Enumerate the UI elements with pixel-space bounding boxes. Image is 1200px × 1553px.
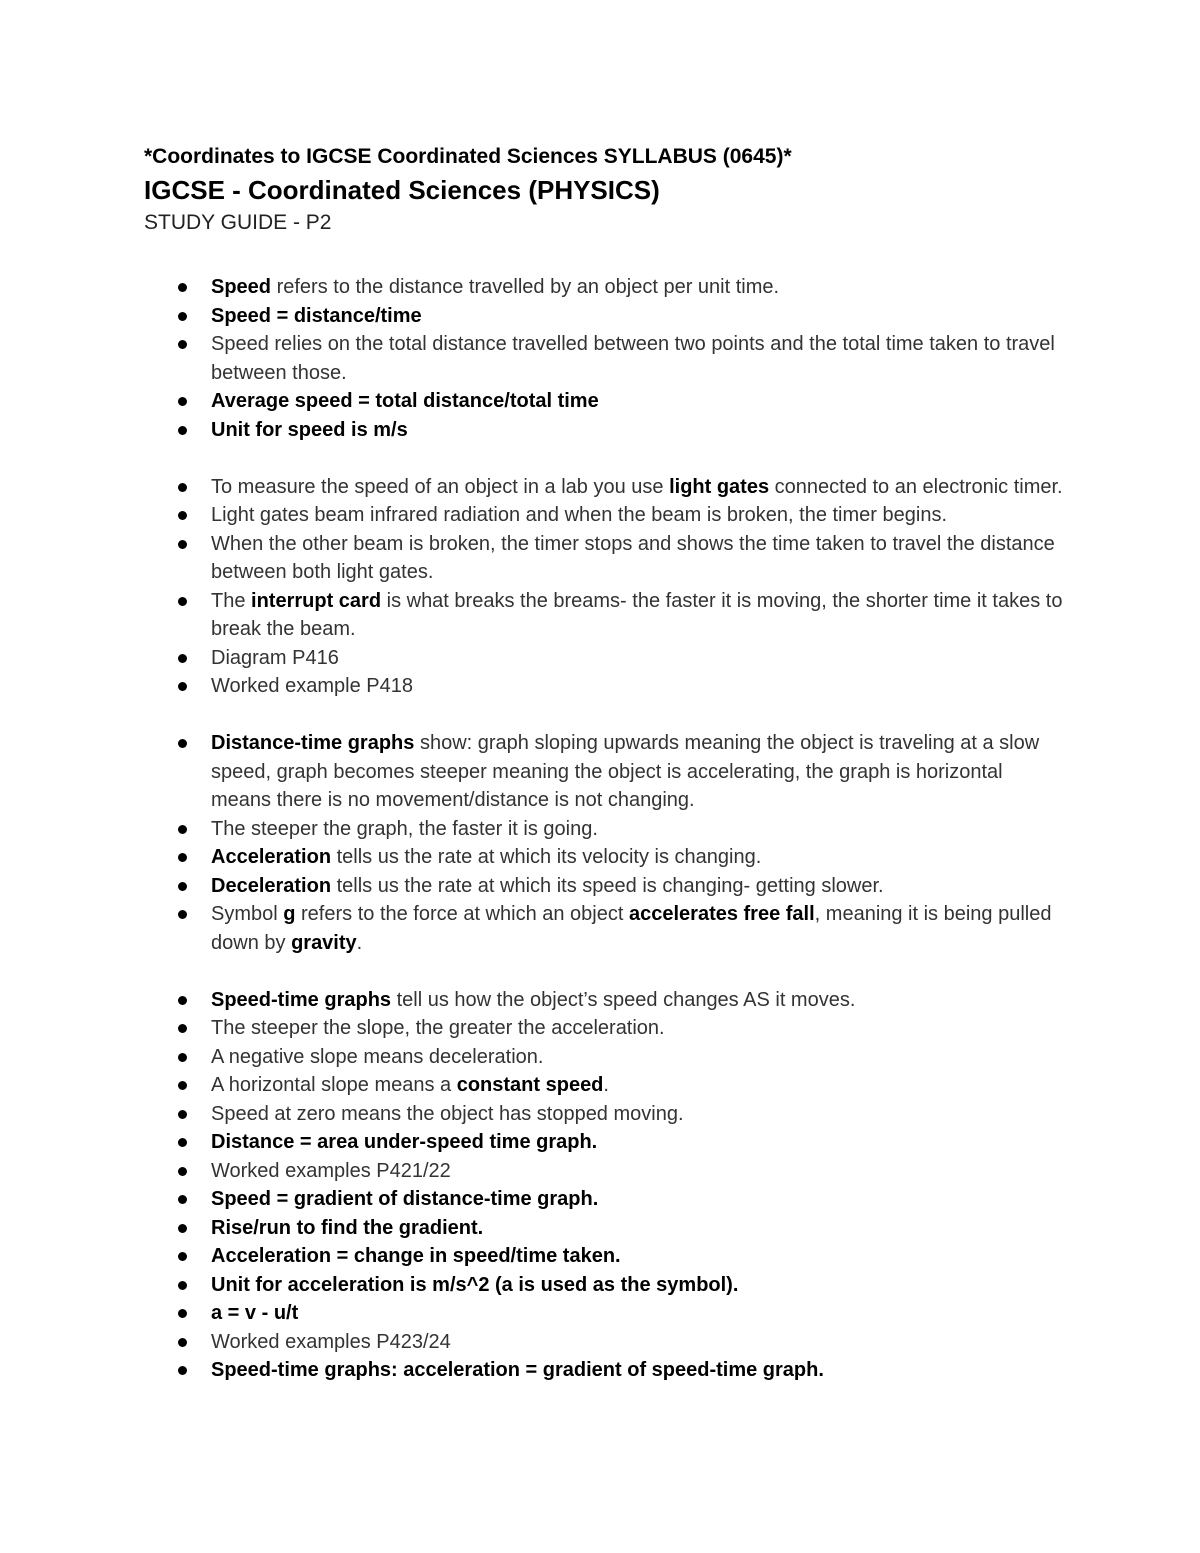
bullet-item [144, 1014, 1064, 1043]
document-body [144, 141, 1064, 1385]
bullet-dot-icon [178, 1195, 187, 1204]
bullet-dot-icon [178, 483, 187, 492]
bullet-dot-icon [178, 882, 187, 891]
bullet-item [144, 1242, 1064, 1271]
bold-text: constant speed [456, 1074, 604, 1096]
text: The steeper the graph, the faster it is going. [211, 817, 598, 840]
bold-text: accelerates free fall [628, 903, 815, 925]
bullet-item [144, 815, 1064, 844]
bullet-item [144, 1071, 1064, 1100]
bullet-item [144, 1214, 1064, 1243]
bullet-item [144, 1157, 1064, 1186]
bold-text: Unit for acceleration is m/s^2 (a is used as the symbol). [211, 1273, 739, 1296]
bullet-dot-icon [178, 1366, 187, 1375]
text: The [211, 589, 252, 612]
bullet-dot-icon [178, 739, 187, 748]
syllabus-line: *Coordinates to IGCSE Coordinated Sciences SYLLABUS (0645)* [144, 145, 792, 168]
bullet-dot-icon [178, 1224, 187, 1233]
bold-text: Speed = gradient of distance-time graph. [211, 1188, 599, 1210]
bullet-dot-icon [178, 1281, 187, 1290]
bold-text: Average speed = total distance/total time [211, 390, 599, 412]
bullet-dot-icon [178, 426, 187, 435]
bold-text: Speed-time graphs: acceleration = gradient of speed-time graph. [211, 1359, 824, 1381]
text: A horizontal slope means a [211, 1074, 457, 1096]
bullet-item [144, 473, 1064, 502]
bullet-item [144, 1356, 1064, 1385]
bold-text: g [283, 903, 296, 925]
bullet-item [144, 900, 1064, 957]
text: To measure the speed of an object in a lab you use [211, 475, 670, 498]
bullet-dot-icon [178, 996, 187, 1005]
bullet-dot-icon [178, 1252, 187, 1261]
text: . [356, 931, 363, 954]
bold-text: Speed = distance/time [211, 304, 422, 327]
bold-text: Acceleration = change in speed/time taken. [211, 1245, 621, 1267]
text: Speed relies on the total distance travelled between two points and the total time taken to travel between those. [211, 333, 1055, 384]
text: Worked examples P421/22 [211, 1159, 451, 1182]
bullet-item [144, 1328, 1064, 1357]
bullet-dot-icon [178, 910, 187, 919]
text: Worked example P418 [211, 675, 413, 697]
text: Speed at zero means the object has stopped moving. [211, 1102, 684, 1125]
bullet-item [144, 330, 1064, 387]
bullet-item [144, 501, 1064, 530]
text: refers to the distance travelled by an object per unit time. [271, 276, 780, 298]
bullet-dot-icon [178, 397, 187, 406]
bullet-dot-icon [178, 1167, 187, 1176]
bullet-group [144, 473, 1064, 701]
bullet-dot-icon [178, 597, 187, 606]
bold-text: light gates [669, 475, 770, 498]
bold-text: a = v - u/t [211, 1302, 299, 1324]
bold-text: Unit for speed is m/s [211, 418, 408, 441]
bullet-dot-icon [178, 340, 187, 349]
bold-text: gravity [291, 931, 357, 954]
text: show: graph sloping upwards meaning the object is traveling at a slow speed, graph becomes steeper meaning the object is accelerating, the graph is horizontal means there is no movement/distance is not changing. [211, 732, 1040, 811]
bullet-dot-icon [178, 1338, 187, 1347]
bullet-item [144, 1299, 1064, 1328]
bullet-item [144, 587, 1064, 644]
bold-text: Distance-time graphs [211, 732, 415, 754]
bullet-dot-icon [178, 1053, 187, 1062]
bullet-dot-icon [178, 1309, 187, 1318]
bold-text: Speed [211, 276, 272, 298]
text: Worked examples P423/24 [211, 1330, 451, 1353]
bold-text: interrupt card [251, 589, 382, 612]
group-spacer [144, 957, 1064, 986]
bullet-item [144, 302, 1064, 331]
bullet-item [144, 273, 1064, 302]
bullet-item [144, 1043, 1064, 1072]
bullet-item [144, 644, 1064, 673]
bullet-dot-icon [178, 682, 187, 691]
group-spacer [144, 701, 1064, 730]
bold-text: Distance = area under-speed time graph. [211, 1131, 598, 1153]
bullet-dot-icon [178, 1081, 187, 1090]
text: A negative slope means deceleration. [211, 1045, 544, 1068]
bullet-dot-icon [178, 825, 187, 834]
text: Light gates beam infrared radiation and when the beam is broken, the timer begins. [211, 504, 947, 526]
bullet-item [144, 986, 1064, 1015]
bullet-item [144, 872, 1064, 901]
bullet-item [144, 1128, 1064, 1157]
text: tells us the rate at which its velocity is changing. [331, 846, 762, 868]
bold-text: Speed-time graphs [211, 988, 392, 1011]
bullet-dot-icon [178, 1138, 187, 1147]
bullet-item [144, 530, 1064, 587]
bold-text: Deceleration [211, 874, 332, 897]
bold-text: Acceleration [211, 846, 332, 868]
bullet-item [144, 387, 1064, 416]
bullet-dot-icon [178, 312, 187, 321]
bullet-item [144, 1271, 1064, 1300]
bullet-item [144, 729, 1064, 815]
bold-text: Rise/run to find the gradient. [211, 1216, 484, 1239]
bullet-dot-icon [178, 511, 187, 520]
text: The steeper the slope, the greater the acceleration. [211, 1017, 665, 1039]
bullet-group [144, 729, 1064, 957]
bullet-dot-icon [178, 1110, 187, 1119]
bullet-dot-icon [178, 283, 187, 292]
bullet-dot-icon [178, 654, 187, 663]
bullet-item [144, 843, 1064, 872]
bullet-dot-icon [178, 1024, 187, 1033]
text: , meaning it is being pulled down by [211, 903, 1052, 954]
bullet-item [144, 1185, 1064, 1214]
text: tells us the rate at which its speed is changing- getting slower. [331, 874, 884, 897]
bullet-item [144, 1100, 1064, 1129]
text: tell us how the object’s speed changes AS it moves. [391, 988, 856, 1011]
page-title: IGCSE - Coordinated Sciences (PHYSICS) [144, 175, 660, 205]
text: . [603, 1074, 609, 1096]
group-spacer [144, 444, 1064, 473]
bullet-item [144, 672, 1064, 701]
text: Diagram P416 [211, 646, 339, 669]
bullet-group [144, 273, 1064, 444]
text: connected to an electronic timer. [769, 475, 1063, 498]
notes-list [144, 273, 1064, 1385]
text: When the other beam is broken, the timer stops and shows the time taken to travel the distance between both light gates. [211, 532, 1055, 583]
bullet-group [144, 986, 1064, 1385]
bullet-dot-icon [178, 540, 187, 549]
page-subtitle: STUDY GUIDE - P2 [144, 211, 332, 234]
bullet-dot-icon [178, 853, 187, 862]
text: refers to the force at which an object [295, 903, 629, 925]
text: is what breaks the breams- the faster it is moving, the shorter time it takes to break the beam. [211, 589, 1063, 640]
bullet-item [144, 416, 1064, 445]
text: Symbol [211, 903, 284, 925]
